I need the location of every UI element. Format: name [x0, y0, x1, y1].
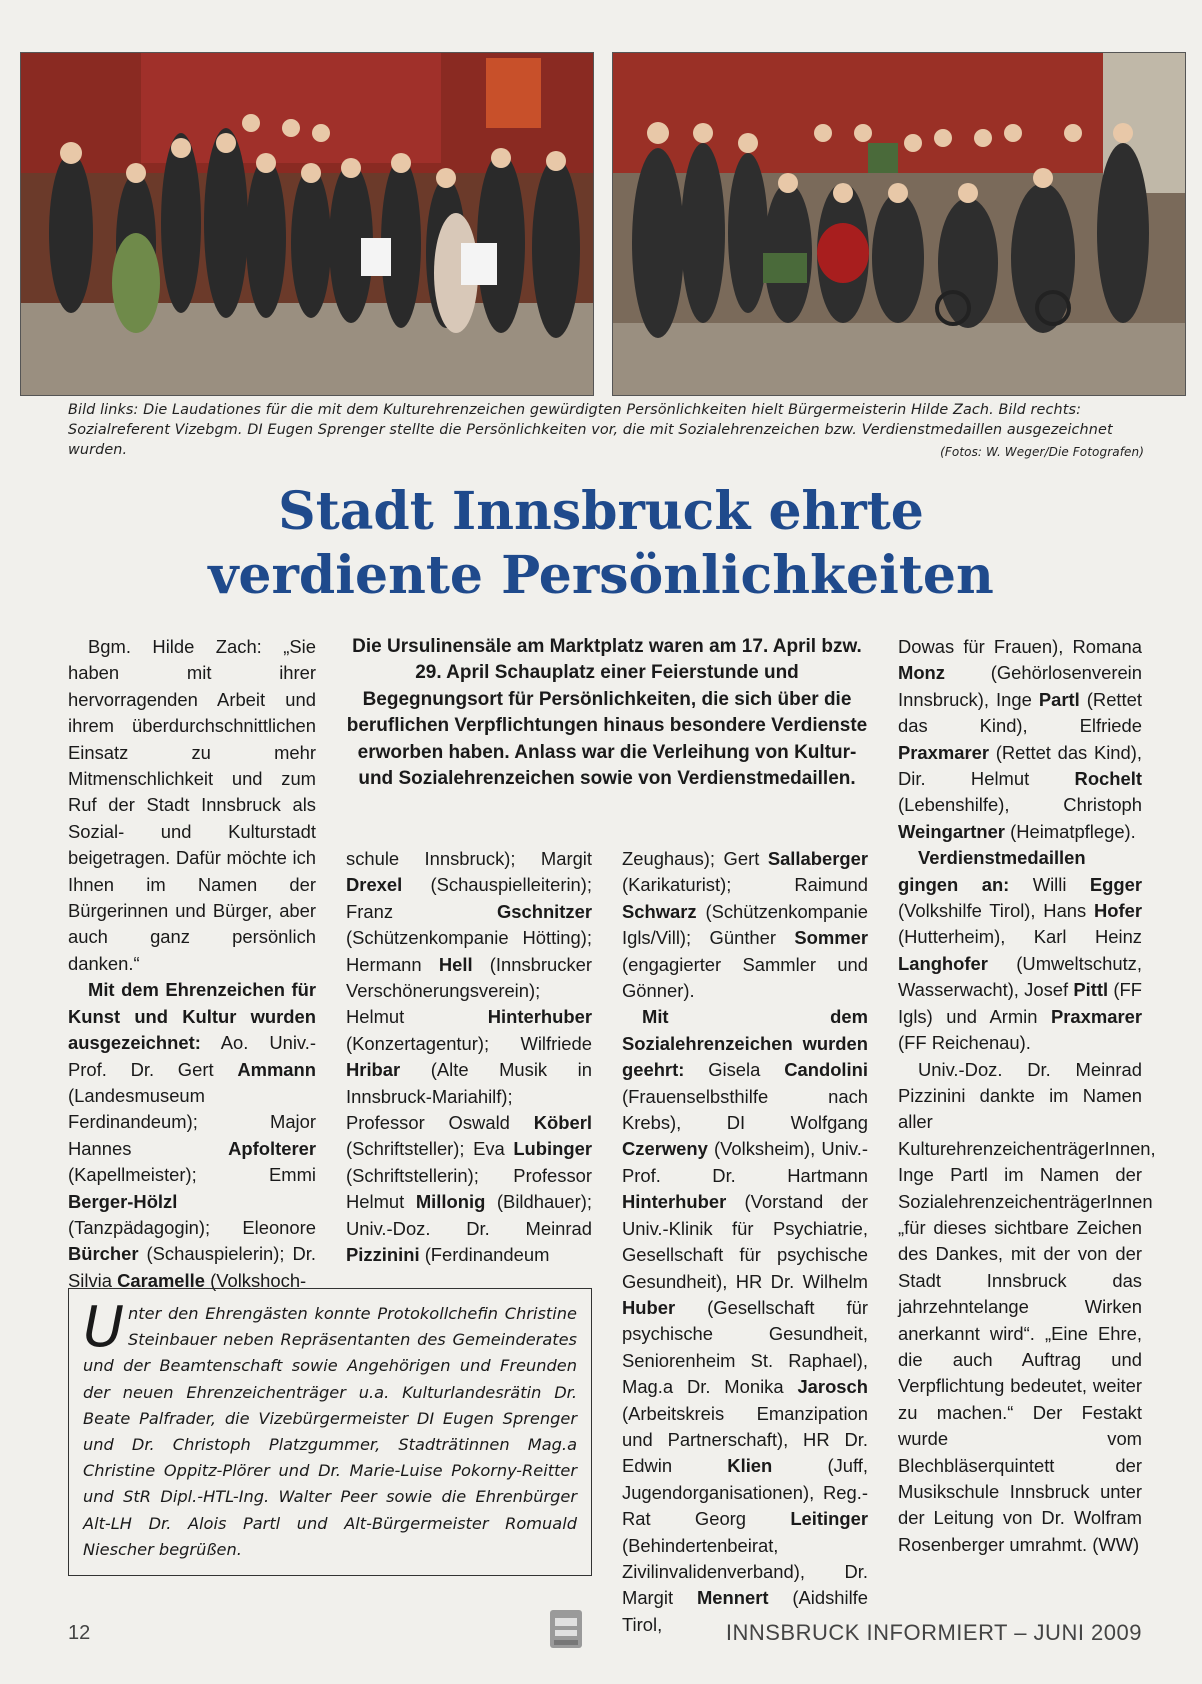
- text-run: (Gehörlosenverein Innsbruck), Inge: [898, 662, 1142, 710]
- text-run: Willi: [1009, 873, 1090, 895]
- text-run: (Vorstand der Univ.-Klinik für Psychiatrie, Gesellschaft für psychische Gesundheit), HR Dr. Wilhelm: [622, 1191, 868, 1292]
- text-run: (Alte Musik in Innsbruck-Mariahilf); Professor Oswald: [346, 1059, 592, 1134]
- honoree-name: Praxmarer: [898, 741, 990, 763]
- honoree-name: Schwarz: [622, 900, 697, 922]
- text-run: (Arbeitskreis Emanzipation und Partnerschaft), HR Dr. Edwin: [622, 1402, 868, 1477]
- column-2: [346, 846, 592, 1269]
- honoree-name: Weingartner: [898, 820, 1005, 842]
- text-run: (Juff, Jugendorganisationen), Reg.-Rat Georg: [622, 1455, 869, 1530]
- honoree-name: Pizzinini: [346, 1244, 420, 1266]
- honoree-name: Praxmarer: [1050, 1005, 1142, 1027]
- text-run: (Gesellschaft für psychische Gesundheit, Seniorenheim St. Raphael), Mag.a Dr. Monika: [622, 1296, 868, 1398]
- text-run: (Schauspielerin); Dr. Silvia: [68, 1243, 316, 1291]
- sozial-paragraph: [622, 1004, 868, 1638]
- text-run: (Schützenkompanie Igls/Vill); Günther: [622, 900, 868, 949]
- column-4: [898, 634, 1156, 1558]
- text-run: (FF Reichenau).: [898, 1032, 1031, 1054]
- text-run: (Behindertenbeirat, Zivilinvalidenverband), Dr. Margit: [622, 1534, 868, 1609]
- honoree-name: Drexel: [346, 874, 403, 896]
- lead-paragraph: Die Ursulinensäle am Marktplatz waren am 17. April bzw. 29. April Schauplatz einer Feierstunde und Begegnungsort für Persönlichkeiten, die sich über die beruflichen Verpflichtungen hinaus besondere Verdienste erworben haben. Anlass war die Verleihung von Kultur- und Sozialehrenzeichen sowie von Verdienstmedaillen.: [346, 636, 868, 790]
- column-1: [68, 634, 316, 1294]
- honoree-name: Sommer: [794, 927, 868, 949]
- text-run: (FF Igls) und Armin: [898, 979, 1142, 1027]
- text-run: (Schauspielleiterin); Franz: [346, 874, 592, 922]
- honoree-name: Hell: [438, 953, 473, 975]
- text-run: (Ferdinandeum: [419, 1244, 550, 1266]
- guests-info-box: [68, 1288, 592, 1576]
- text-run: (Rettet das Kind), Elfriede: [898, 688, 1142, 737]
- text-run: (Aidshilfe Tirol,: [622, 1587, 868, 1635]
- text-run: (engagierter Sammler und Gönner).: [622, 953, 868, 1002]
- verdienst-paragraph: [898, 845, 1142, 1056]
- honoree-name: Köberl: [533, 1112, 592, 1134]
- text-run: (Volkshoch-: [204, 1269, 307, 1291]
- honoree-name: Lubinger: [513, 1138, 592, 1160]
- text-run: Zeughaus); Gert: [622, 848, 768, 869]
- text-run: (Innsbrucker Verschönerungsverein); Helmut: [346, 953, 592, 1028]
- photo-caption: [68, 400, 1144, 460]
- article-headline: [0, 480, 1202, 608]
- quote-paragraph: Bgm. Hilde Zach: „Sie haben mit ihrer hervorragenden Arbeit und ihrem überdurchschnittlichen Einsatz zu mehr Mitmenschlichkeit und zum Ruf der Stadt Innsbruck als Sozial- und Kulturstadt beigetragen. Dafür möchte ich Ihnen im Namen der Bürgerinnen und Bürger, aber auch ganz persönlich danken.“: [68, 636, 316, 974]
- honoree-name: Monz: [898, 662, 945, 684]
- honoree-name: Caramelle: [117, 1269, 205, 1291]
- honoree-name: Egger: [1089, 873, 1142, 895]
- text-run: (Lebenshilfe), Christoph: [898, 794, 1142, 816]
- honoree-name: Bürcher: [68, 1243, 139, 1265]
- honoree-name: Klien: [727, 1455, 773, 1477]
- honoree-name: Czerweny: [622, 1138, 708, 1160]
- group-photo-icon: [21, 53, 593, 395]
- kultur-heading: Mit dem Ehrenzeichen für Kunst und Kultur wurden ausgezeichnet:: [68, 979, 316, 1054]
- headline-line-2: verdiente Persönlichkeiten: [208, 545, 994, 606]
- photo-left-kultur-award-group: [20, 52, 594, 396]
- honoree-name: Partl: [1038, 688, 1080, 710]
- verdienst-heading: Verdienstmedaillen gingen an:: [898, 847, 1086, 895]
- honoree-name: Sallaberger: [767, 848, 868, 869]
- text-run: (Volksheim), Univ.-Prof. Dr. Hartmann: [622, 1138, 868, 1186]
- text-run: Dowas für Frauen), Romana: [898, 636, 1142, 657]
- honoree-name: Pittl: [1073, 979, 1109, 1001]
- honoree-name: Berger-Hölzl: [68, 1190, 178, 1212]
- guests-info-text: nter den Ehrengästen konnte Protokollchefin Christine Steinbauer neben Repräsentanten des Gemeinderates und der Beamtenschaft sowie Angehörigen und Freunden der neuen Ehrenzeichenträger u.a. Kulturlandesrätin Dr. Beate Palfrader, die Vizebürgermeister DI Eugen Sprenger und Dr. Christoph Platzgummer, Stadträtinnen Mag.a Christine Oppitz-Plörer und Dr. Marie-Luise Pokorny-Reitter und StR Dipl.-HTL-Ing. Walter Peer sowie die Ehrenbürger Alt-LH Dr. Alois Partl und Alt-Bürgermeister Romuald Niescher begrüßen.: [83, 1304, 577, 1559]
- honoree-name: Gschnitzer: [496, 900, 592, 922]
- text-run: (Rettet das Kind), Dir. Helmut: [898, 741, 1142, 790]
- column-3: [622, 846, 868, 1638]
- honoree-name: Apfolterer: [228, 1137, 316, 1159]
- text-run: (Schriftstellerin); Professor Helmut: [346, 1164, 592, 1213]
- text-run: (Schützenkompanie Hötting); Hermann: [346, 927, 592, 975]
- text-run: (Landesmuseum Ferdinandeum); Major Hannes: [68, 1084, 316, 1159]
- sozial-list-end: [898, 634, 1142, 845]
- publication-title: INNSBRUCK INFORMIERT – JUNI 2009: [725, 1620, 1142, 1645]
- honoree-name: Hinterhuber: [622, 1191, 727, 1213]
- text-run: (Volkshilfe Tirol), Hans: [898, 900, 1094, 922]
- honoree-name: Candolini: [784, 1059, 868, 1081]
- honoree-name: Hribar: [346, 1059, 401, 1081]
- kultur-paragraph: [68, 977, 316, 1294]
- text-run: (Konzertagentur); Wilfriede: [346, 1032, 592, 1054]
- closing-paragraph: Univ.-Doz. Dr. Meinrad Pizzinini dankte im Namen aller KulturehrenzeichenträgerInnen, Inge Partl im Namen der SozialehrenzeichenträgerInnen „für dieses sichtbare Zeichen des Dankes, mit der von der Stadt Innsbruck das jahrzehntelange Wirken anerkannt wird“. „Eine Ehre, die auch Auftrag und Verpflichtung bedeutet, weiter zu machen.“ Der Festakt wurde vom Blechbläserquintett der Musikschule Innsbruck unter der Leitung von Dr. Wolfram Rosenberger umrahmt. (WW): [898, 1058, 1156, 1555]
- text-run: (Hutterheim), Karl Heinz: [898, 926, 1142, 948]
- sozial-heading: Mit dem Sozialehrenzeichen wurden geehrt:: [622, 1006, 868, 1081]
- honoree-name: Jarosch: [797, 1376, 868, 1398]
- honoree-name: Hofer: [1093, 900, 1142, 922]
- photo-credit: (Fotos: W. Weger/Die Fotografen): [940, 445, 1144, 459]
- text-run: Ao. Univ.-Prof. Dr. Gert: [68, 1032, 316, 1080]
- honoree-name: Millonig: [415, 1191, 486, 1213]
- headline-line-1: Stadt Innsbruck ehrte: [278, 481, 924, 542]
- kultur-list-end: [622, 846, 868, 1004]
- honoree-name: Leitinger: [790, 1508, 868, 1530]
- text-run: (Karikaturist); Raimund: [622, 874, 868, 896]
- kultur-list-continued: [346, 846, 592, 1269]
- honoree-name: Langhofer: [898, 952, 988, 974]
- caption-text: Bild links: Die Laudationes für die mit dem Kulturehrenzeichen gewürdigten Persönlichkeiten hielt Bürgermeisterin Hilde Zach. Bild rechts: Sozialreferent Vizebgm. DI Eugen Sprenger stellte die Persönlichkeiten vor, die mit Sozialehrenzeichen bzw. Verdienstmedaillen ausgezeichnet wurden.: [68, 402, 1113, 458]
- honoree-name: Huber: [622, 1296, 676, 1318]
- text-run: (Heimatpflege).: [1004, 820, 1136, 842]
- group-photo-icon: [613, 53, 1185, 395]
- text-run: (Frauenselbsthilfe nach Krebs), DI Wolfgang: [622, 1085, 868, 1134]
- honoree-name: Hinterhuber: [487, 1006, 592, 1028]
- page-number: 12: [68, 1622, 91, 1644]
- photo-right-sozial-award-group: [612, 52, 1186, 396]
- text-run: (Umweltschutz, Wasserwacht), Josef: [898, 952, 1142, 1001]
- text-run: (Schriftsteller); Eva: [346, 1138, 514, 1160]
- text-run: Gisela: [684, 1059, 785, 1081]
- city-crest-icon: [548, 1608, 584, 1650]
- text-run: (Tanzpädagogin); Eleonore: [68, 1216, 316, 1238]
- dropcap: U: [83, 1295, 124, 1360]
- honoree-name: Ammann: [237, 1058, 316, 1080]
- text-run: (Kapellmeister); Emmi: [68, 1164, 316, 1186]
- text-run: (Bildhauer); Univ.-Doz. Dr. Meinrad: [346, 1191, 592, 1239]
- honoree-name: Mennert: [696, 1587, 769, 1609]
- honoree-name: Rochelt: [1074, 768, 1142, 790]
- text-run: schule Innsbruck); Margit: [346, 848, 592, 869]
